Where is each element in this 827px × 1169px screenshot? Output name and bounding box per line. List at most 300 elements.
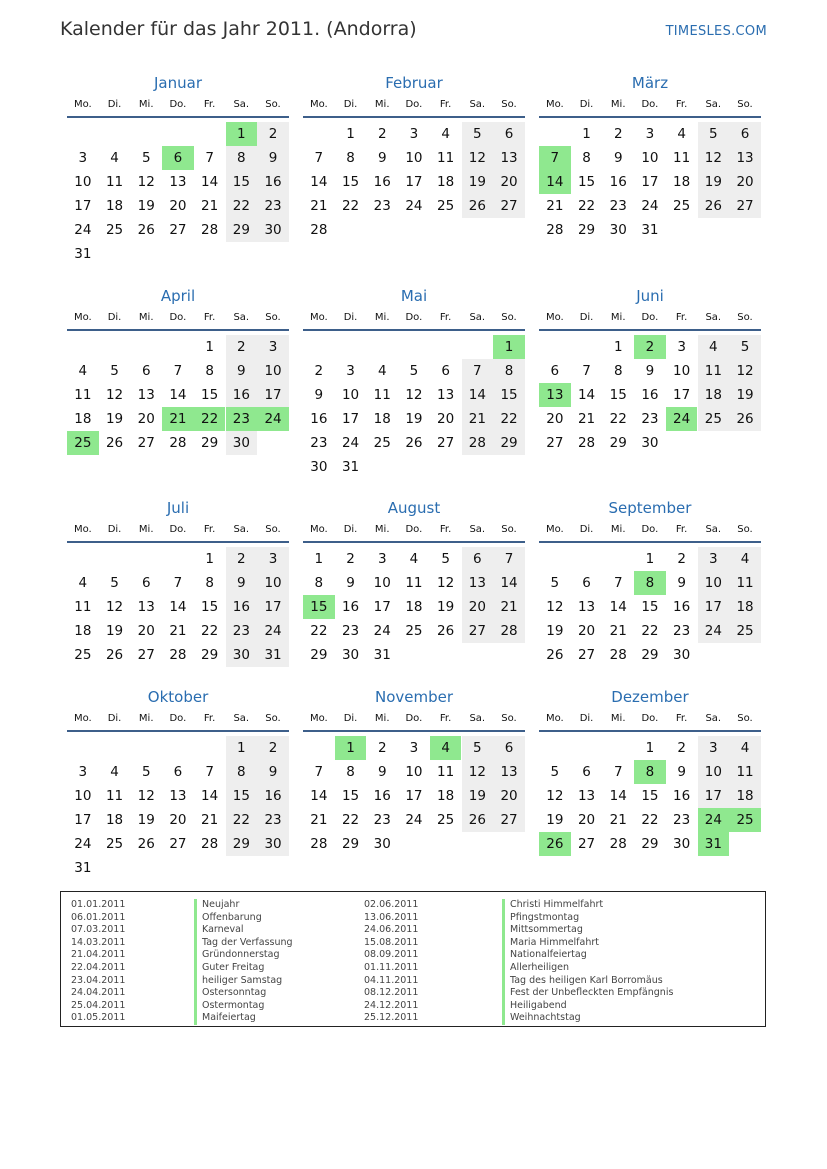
day-cell: 4	[110, 764, 119, 780]
day-cell: 3	[677, 339, 686, 355]
day-cell: 22	[310, 623, 328, 639]
weekday-label: Fr.	[675, 524, 688, 535]
day-cell: 12	[437, 575, 455, 591]
day-cell: 29	[201, 435, 219, 451]
day-cell: 16	[226, 595, 258, 619]
weekday-label: Sa.	[469, 99, 486, 110]
day-cell: 16	[373, 174, 391, 190]
month-name: Juli	[166, 499, 190, 517]
weekday-header	[303, 94, 525, 118]
day-cell: 31	[74, 860, 92, 876]
holiday-day-cell: 8	[634, 760, 666, 784]
legend-marker-bar	[502, 899, 505, 1025]
weekday-header	[539, 94, 761, 118]
day-cell: 19	[462, 784, 494, 808]
day-cell: 18	[673, 174, 691, 190]
day-cell: 13	[137, 387, 155, 403]
day-cell: 24	[641, 198, 659, 214]
day-cell: 17	[698, 784, 730, 808]
weekday-label: Do.	[405, 99, 423, 110]
day-cell: 30	[226, 643, 258, 667]
day-cell: 9	[346, 575, 355, 591]
day-cell: 21	[310, 198, 328, 214]
day-cell: 29	[226, 218, 258, 242]
day-cell: 27	[437, 435, 455, 451]
day-cell: 29	[609, 435, 627, 451]
day-cell: 13	[577, 788, 596, 804]
month-name: September	[608, 499, 692, 517]
day-cell: 1	[205, 339, 214, 355]
weekday-label: Mo.	[73, 99, 92, 110]
day-cell: 2	[377, 126, 387, 142]
day-cell: 11	[673, 150, 691, 166]
holiday-legend	[60, 891, 766, 1027]
day-cell: 3	[645, 126, 655, 142]
day-cell: 8	[346, 150, 355, 166]
day-cell: 24	[341, 435, 360, 451]
day-cell: 4	[78, 363, 88, 379]
day-cell: 6	[141, 363, 151, 379]
day-cell: 24	[74, 222, 92, 238]
day-cell: 6	[441, 363, 450, 379]
day-cell: 8	[205, 363, 214, 379]
day-cell: 22	[341, 812, 360, 828]
weekday-label: Do.	[169, 713, 187, 724]
day-cell: 3	[257, 335, 289, 359]
day-cell: 25	[405, 623, 423, 639]
holiday-day-cell: 6	[162, 146, 194, 170]
holiday-name: Nationalfeiertag	[510, 949, 587, 961]
day-cell: 23	[341, 623, 360, 639]
holiday-name: Guter Freitag	[202, 961, 265, 973]
day-cell: 17	[373, 599, 391, 615]
day-cell: 25	[698, 407, 730, 431]
day-cell: 26	[137, 836, 155, 852]
day-cell: 20	[546, 411, 564, 427]
day-cell: 3	[78, 150, 88, 166]
holiday-date: 22.04.2011	[71, 961, 126, 973]
day-cell: 13	[493, 146, 525, 170]
day-cell: 2	[346, 551, 355, 567]
weekday-label: Mi.	[610, 713, 626, 724]
day-cell: 3	[346, 363, 355, 379]
weekday-label: Fr.	[439, 312, 452, 323]
month-calendar	[303, 72, 525, 242]
day-cell: 31	[257, 643, 289, 667]
day-cell: 9	[613, 150, 623, 166]
weekday-label: Sa.	[705, 312, 722, 323]
day-cell: 12	[105, 599, 124, 615]
month-name: Februar	[385, 74, 443, 92]
day-cell: 25	[437, 198, 455, 214]
day-cell: 6	[729, 122, 761, 146]
day-cell: 9	[226, 359, 258, 383]
day-cell: 22	[641, 812, 659, 828]
day-cell: 2	[377, 740, 387, 756]
day-cell: 25	[673, 198, 691, 214]
holiday-name: Heiligabend	[510, 999, 567, 1011]
day-cell: 25	[437, 812, 455, 828]
day-cell: 22	[341, 198, 360, 214]
weekday-label: Do.	[641, 99, 659, 110]
day-cell: 4	[677, 126, 686, 142]
day-cell: 26	[105, 647, 124, 663]
page-title: Kalender für das Jahr 2011. (Andorra)	[60, 18, 417, 40]
day-cell: 1	[582, 126, 591, 142]
weekday-header	[67, 94, 289, 118]
weekday-label: Sa.	[469, 312, 486, 323]
day-cell: 2	[226, 335, 258, 359]
day-cell: 19	[698, 170, 730, 194]
day-cell: 8	[226, 146, 258, 170]
weekday-label: Fr.	[675, 312, 688, 323]
month-calendar	[539, 285, 761, 455]
day-cell: 13	[169, 788, 187, 804]
day-cell: 15	[201, 599, 219, 615]
day-cell: 10	[641, 150, 659, 166]
day-cell: 4	[78, 575, 88, 591]
weekday-label: Mi.	[138, 99, 154, 110]
day-grid	[303, 118, 525, 242]
day-cell: 29	[577, 222, 596, 238]
day-cell: 2	[226, 547, 258, 571]
weekday-label: Mo.	[309, 312, 328, 323]
day-cell: 10	[673, 363, 691, 379]
day-cell: 28	[577, 435, 596, 451]
day-cell: 13	[577, 599, 596, 615]
brand-link[interactable]: TIMESLES.COM	[665, 24, 767, 39]
day-cell: 24	[698, 619, 730, 643]
day-cell: 16	[310, 411, 328, 427]
holiday-date: 24.06.2011	[364, 924, 419, 936]
day-cell: 28	[169, 647, 187, 663]
day-cell: 2	[613, 126, 623, 142]
weekday-label: Mi.	[138, 524, 154, 535]
month-name: Januar	[154, 74, 202, 92]
day-cell: 20	[462, 595, 494, 619]
day-cell: 6	[493, 736, 525, 760]
day-cell: 19	[137, 812, 155, 828]
month-calendar	[539, 497, 761, 667]
day-cell: 14	[577, 387, 596, 403]
month-calendar	[303, 285, 525, 479]
weekday-label: Fr.	[203, 713, 216, 724]
day-grid	[539, 732, 761, 856]
day-cell: 2	[257, 122, 289, 146]
holiday-name: Mittsommertag	[510, 924, 583, 936]
holiday-day-cell: 13	[539, 383, 571, 407]
weekday-header	[303, 307, 525, 331]
day-cell: 17	[74, 198, 92, 214]
day-cell: 10	[698, 571, 730, 595]
holiday-date: 23.04.2011	[71, 974, 126, 986]
day-cell: 17	[257, 383, 289, 407]
holiday-name: Gründonnerstag	[202, 949, 280, 961]
day-cell: 3	[409, 126, 419, 142]
day-cell: 18	[74, 623, 92, 639]
month-calendar	[67, 72, 289, 266]
weekday-label: So.	[501, 99, 517, 110]
holiday-date: 25.04.2011	[71, 999, 126, 1011]
holiday-name: Ostermontag	[202, 999, 265, 1011]
day-cell: 10	[257, 571, 289, 595]
day-cell: 21	[201, 812, 219, 828]
weekday-label: Mo.	[309, 713, 328, 724]
holiday-date: 01.11.2011	[364, 961, 419, 973]
day-cell: 14	[493, 571, 525, 595]
day-cell: 12	[462, 146, 494, 170]
day-cell: 23	[673, 623, 691, 639]
day-cell: 5	[409, 363, 419, 379]
weekday-label: Di.	[343, 713, 358, 724]
day-cell: 29	[493, 431, 525, 455]
holiday-name: Maifeiertag	[202, 1012, 256, 1024]
day-cell: 3	[698, 736, 730, 760]
day-cell: 27	[577, 647, 596, 663]
day-cell: 11	[373, 387, 391, 403]
day-cell: 17	[673, 387, 691, 403]
day-cell: 10	[373, 575, 391, 591]
holiday-day-cell: 1	[335, 736, 367, 760]
day-cell: 30	[673, 647, 691, 663]
weekday-label: Mi.	[610, 99, 626, 110]
weekday-label: Di.	[107, 312, 122, 323]
holiday-date: 08.09.2011	[364, 949, 419, 961]
holiday-day-cell: 1	[226, 122, 258, 146]
holiday-day-cell: 24	[666, 407, 698, 431]
day-cell: 28	[201, 836, 219, 852]
day-cell: 30	[257, 218, 289, 242]
holiday-day-cell: 7	[539, 146, 571, 170]
day-cell: 19	[462, 170, 494, 194]
day-cell: 21	[201, 198, 219, 214]
holiday-name: Tag des heiligen Karl Borromäus	[510, 974, 663, 986]
holiday-day-cell: 24	[257, 407, 289, 431]
holiday-date: 01.05.2011	[71, 1012, 126, 1024]
day-cell: 21	[546, 198, 564, 214]
day-cell: 2	[314, 363, 324, 379]
day-cell: 1	[645, 551, 655, 567]
day-cell: 28	[609, 647, 627, 663]
weekday-label: Sa.	[705, 99, 722, 110]
day-cell: 23	[226, 619, 258, 643]
day-cell: 12	[546, 788, 564, 804]
day-cell: 14	[169, 387, 187, 403]
day-cell: 1	[613, 339, 623, 355]
weekday-label: So.	[265, 713, 281, 724]
weekday-label: Sa.	[469, 524, 486, 535]
month-name: April	[160, 287, 196, 305]
day-cell: 16	[641, 387, 659, 403]
day-cell: 6	[493, 122, 525, 146]
day-cell: 12	[405, 387, 423, 403]
day-cell: 24	[373, 623, 391, 639]
day-cell: 9	[314, 387, 324, 403]
day-cell: 18	[729, 784, 761, 808]
day-cell: 27	[169, 222, 187, 238]
day-cell: 5	[550, 764, 560, 780]
holiday-name: Allerheiligen	[510, 961, 570, 973]
day-cell: 30	[310, 459, 328, 475]
weekday-label: Do.	[405, 713, 423, 724]
holiday-date: 02.06.2011	[364, 899, 419, 910]
day-cell: 11	[74, 599, 92, 615]
month-calendar	[303, 497, 525, 667]
holiday-day-cell: 25	[67, 431, 99, 455]
day-cell: 23	[373, 198, 391, 214]
day-cell: 3	[257, 547, 289, 571]
day-cell: 25	[74, 647, 92, 663]
day-cell: 3	[78, 764, 88, 780]
day-cell: 17	[341, 411, 360, 427]
weekday-header	[303, 708, 525, 732]
day-cell: 27	[729, 194, 761, 218]
day-cell: 18	[698, 383, 730, 407]
day-cell: 19	[105, 411, 124, 427]
day-cell: 18	[437, 788, 455, 804]
day-cell: 23	[609, 198, 627, 214]
day-cell: 21	[609, 623, 627, 639]
holiday-date: 15.08.2011	[364, 936, 419, 948]
day-cell: 14	[310, 788, 328, 804]
weekday-label: Mo.	[545, 312, 564, 323]
day-cell: 18	[437, 174, 455, 190]
day-cell: 28	[201, 222, 219, 238]
day-cell: 5	[462, 122, 494, 146]
day-cell: 20	[437, 411, 455, 427]
day-cell: 7	[314, 150, 324, 166]
weekday-label: Mo.	[545, 713, 564, 724]
day-cell: 29	[641, 647, 659, 663]
day-cell: 10	[405, 150, 423, 166]
day-cell: 20	[493, 784, 525, 808]
day-cell: 21	[577, 411, 596, 427]
day-cell: 10	[698, 760, 730, 784]
day-cell: 16	[341, 599, 360, 615]
day-cell: 8	[226, 760, 258, 784]
day-cell: 30	[609, 222, 627, 238]
day-cell: 15	[341, 174, 360, 190]
weekday-label: Fr.	[203, 312, 216, 323]
day-cell: 30	[673, 836, 691, 852]
holiday-name: Christi Himmelfahrt	[510, 899, 604, 910]
holiday-day-cell: 8	[634, 571, 666, 595]
day-grid	[303, 543, 525, 667]
day-cell: 10	[341, 387, 360, 403]
weekday-label: So.	[265, 524, 281, 535]
day-cell: 28	[462, 431, 494, 455]
weekday-label: Sa.	[233, 524, 250, 535]
day-cell: 5	[441, 551, 450, 567]
day-cell: 8	[346, 764, 355, 780]
day-cell: 24	[405, 198, 423, 214]
day-cell: 6	[141, 575, 151, 591]
holiday-date: 01.01.2011	[71, 899, 126, 910]
day-cell: 14	[310, 174, 328, 190]
day-cell: 27	[462, 619, 494, 643]
day-cell: 10	[257, 359, 289, 383]
day-cell: 28	[546, 222, 564, 238]
day-cell: 8	[314, 575, 324, 591]
weekday-label: Sa.	[233, 312, 250, 323]
legend-name-column	[202, 899, 293, 1025]
month-calendar	[303, 686, 525, 856]
weekday-label: Fr.	[675, 713, 688, 724]
holiday-day-cell: 24	[698, 808, 730, 832]
month-name: Mai	[400, 287, 428, 305]
day-cell: 25	[105, 836, 124, 852]
holiday-day-cell: 21	[162, 407, 194, 431]
weekday-label: Mi.	[138, 312, 154, 323]
weekday-header	[67, 519, 289, 543]
day-cell: 18	[729, 595, 761, 619]
day-cell: 15	[341, 788, 360, 804]
weekday-label: So.	[737, 99, 753, 110]
day-cell: 29	[641, 836, 659, 852]
weekday-label: Do.	[405, 524, 423, 535]
holiday-name: Weihnachtstag	[510, 1012, 581, 1024]
day-cell: 1	[226, 736, 258, 760]
weekday-label: Do.	[169, 99, 187, 110]
day-cell: 23	[257, 808, 289, 832]
day-cell: 17	[641, 174, 659, 190]
day-cell: 2	[677, 740, 686, 756]
weekday-label: Mi.	[610, 312, 626, 323]
weekday-label: So.	[265, 99, 281, 110]
holiday-day-cell: 25	[729, 808, 761, 832]
legend-date-column	[71, 899, 125, 1025]
holiday-date: 04.11.2011	[364, 974, 419, 986]
day-cell: 28	[609, 836, 627, 852]
day-cell: 16	[257, 784, 289, 808]
day-cell: 12	[546, 599, 564, 615]
day-cell: 11	[729, 571, 761, 595]
month-name: Juni	[636, 287, 664, 305]
day-cell: 4	[698, 335, 730, 359]
weekday-header	[539, 708, 761, 732]
holiday-day-cell: 14	[539, 170, 571, 194]
weekday-label: Sa.	[233, 713, 250, 724]
day-cell: 29	[201, 647, 219, 663]
day-cell: 27	[577, 836, 596, 852]
weekday-label: Sa.	[469, 713, 486, 724]
day-cell: 7	[205, 764, 214, 780]
weekday-label: Do.	[641, 524, 659, 535]
day-cell: 18	[105, 812, 124, 828]
legend-marker-bar	[194, 899, 197, 1025]
weekday-label: So.	[265, 312, 281, 323]
day-cell: 21	[462, 407, 494, 431]
day-cell: 22	[493, 407, 525, 431]
day-cell: 9	[257, 146, 289, 170]
holiday-date: 25.12.2011	[364, 1012, 419, 1024]
day-cell: 7	[173, 363, 183, 379]
day-cell: 15	[226, 170, 258, 194]
day-cell: 20	[577, 812, 596, 828]
day-cell: 2	[677, 551, 686, 567]
day-cell: 20	[729, 170, 761, 194]
holiday-day-cell: 1	[493, 335, 525, 359]
weekday-label: So.	[501, 524, 517, 535]
legend-name-column	[510, 899, 673, 1025]
weekday-header	[67, 708, 289, 732]
day-cell: 13	[137, 599, 155, 615]
day-grid	[303, 732, 525, 856]
day-cell: 21	[493, 595, 525, 619]
day-cell: 5	[141, 764, 151, 780]
day-cell: 15	[201, 387, 219, 403]
day-cell: 30	[257, 832, 289, 856]
